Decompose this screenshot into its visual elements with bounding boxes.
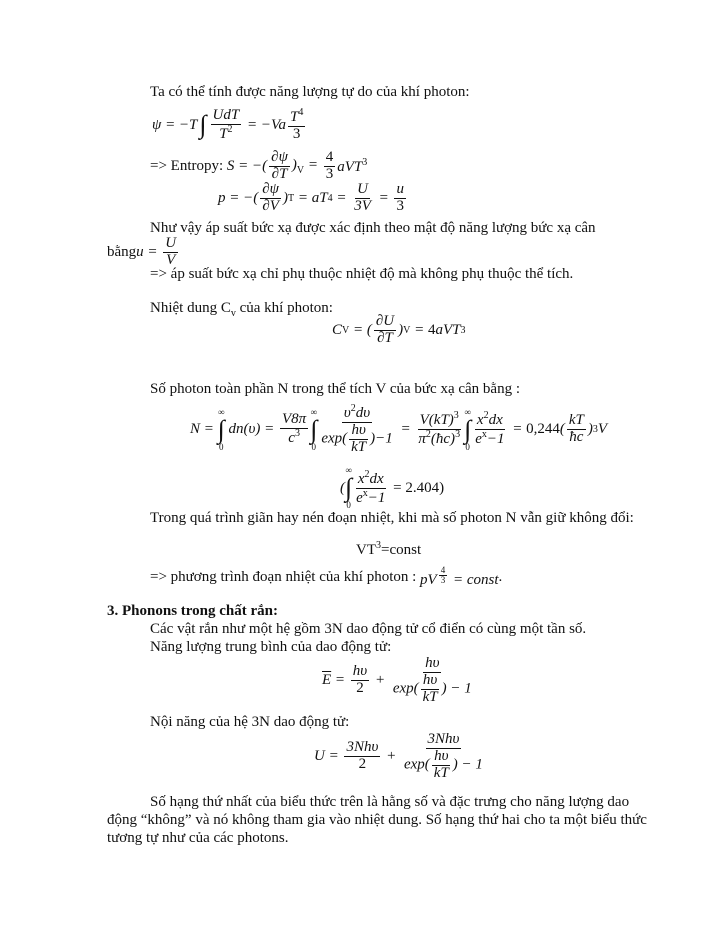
entropy-equation: => Entropy: S = −( $\frac{\partial\psi}{\partial T}$ )$_V$ = $\frac{4}{3}$ aVT$^3$ [150, 149, 368, 182]
pressure-paragraph-line2: bằng [107, 243, 137, 260]
photon-count-intro: Số photon toàn phần N trong thể tích V của bức xạ cân bằng : [150, 381, 520, 397]
vt3-const: $VT^3=const$ [356, 540, 422, 558]
adiabatic-intro: Trong quá trình giãn hay nén đoạn nhiệt, khi mà số photon N vẫn giữ không đổi: [150, 510, 634, 526]
heat-capacity-label: Nhiệt dung C [150, 300, 231, 316]
adiabatic-equation: => phương trình đoạn nhiệt của khí photon : pV $^{\frac{4}{3}}$ = const . [150, 565, 503, 589]
section-3-line3: Nội năng của hệ 3N dao động tử: [150, 714, 350, 730]
pressure-paragraph-line1: Như vậy áp suất bức xạ được xác định theo mật độ năng lượng bức xạ cân [150, 220, 596, 236]
intro-free-energy: Ta có thể tính được năng lượng tự do của khí photon: [150, 84, 470, 100]
vt3-tail: =const [381, 542, 422, 558]
pressure-equation: p = −( $\frac{\partial\psi}{\partial V}$ ) T = aT 4 = $\frac{U}{3V}$ = $\frac{u}{3}$ [218, 181, 404, 214]
heat-capacity-intro: Nhiệt dung $C_v$ của khí photon: [150, 300, 333, 319]
section-3-heading: 3. Phonons trong chất rắn: [107, 603, 278, 619]
section-3-paragraph-line2: động “không” và nó không tham gia vào nhiệt dung. Số hạng thứ hai cho ta một biểu thức [107, 812, 647, 828]
free-energy-equation: ψ = −T ∫ $\frac{\text{UdT}}{T^2}$ = −Va $\frac{T^4}{3}$ [152, 107, 304, 142]
entropy-label: => Entropy: [150, 157, 224, 174]
adiabatic-label: => phương trình đoạn nhiệt của khí photon : [150, 569, 417, 586]
internal-energy-equation: U = $\frac{\text{3Nhυ}}{2}$ + 3Nhυ exp( $\frac{h\upsilon}{kT}$ ) − 1 [314, 731, 483, 781]
heat-capacity-equation: C V = ( $\frac{\partial U}{\partial T}$ ) V = 4 aVT 3 [332, 313, 466, 346]
section-3-line2: Năng lượng trung bình của dao động tử: [150, 639, 392, 655]
integral-value: 2.404 [405, 479, 440, 496]
pressure-conclusion: => áp suất bức xạ chỉ phụ thuộc nhiệt độ mà không phụ thuộc thể tích. [150, 266, 574, 282]
section-3-paragraph-line3: tương tự như của các photons. [107, 830, 289, 846]
energy-density-definition: bằng u = $\frac{U}{V}$ [107, 235, 177, 268]
vt3-label: VT [356, 542, 376, 558]
photon-coefficient: 0,244 [526, 421, 560, 438]
integral-value-equation: ( ∞ ∫ 0 $\frac{x^2dx}{e^x-1}$ = 2.404) [340, 465, 445, 510]
photon-count-equation: N = ∞ ∫ 0 dn(υ) = $\frac{V8\pi}{c^3}$ ∞ ∫ 0 $\upsilon^2d\upsilon$ exp( $\frac{h\upsilon}{kT}$ )−1 = $\frac{V(kT)^3}{\pi^2(ħc)^3}$ ∞ ∫ 0 $\frac{x^2dx}{e^x-1}$ = 0,244 ( $\frac{kT}{ħc}$ ) 3 V [190, 403, 608, 455]
section-3-line1: Các vật rắn như một hệ gồm 3N dao động tử cổ điển có cùng một tần số. [150, 621, 587, 637]
section-3-paragraph-line1: Số hạng thứ nhất của biểu thức trên là hằng số và đặc trưng cho năng lượng dao [150, 794, 630, 810]
heat-capacity-tail: của khí photon: [235, 300, 333, 316]
mean-energy-equation: $\overline{E}$ = $\frac{h\upsilon}{2}$ + hυ exp( $\frac{h\upsilon}{kT}$ ) − 1 [322, 655, 472, 705]
